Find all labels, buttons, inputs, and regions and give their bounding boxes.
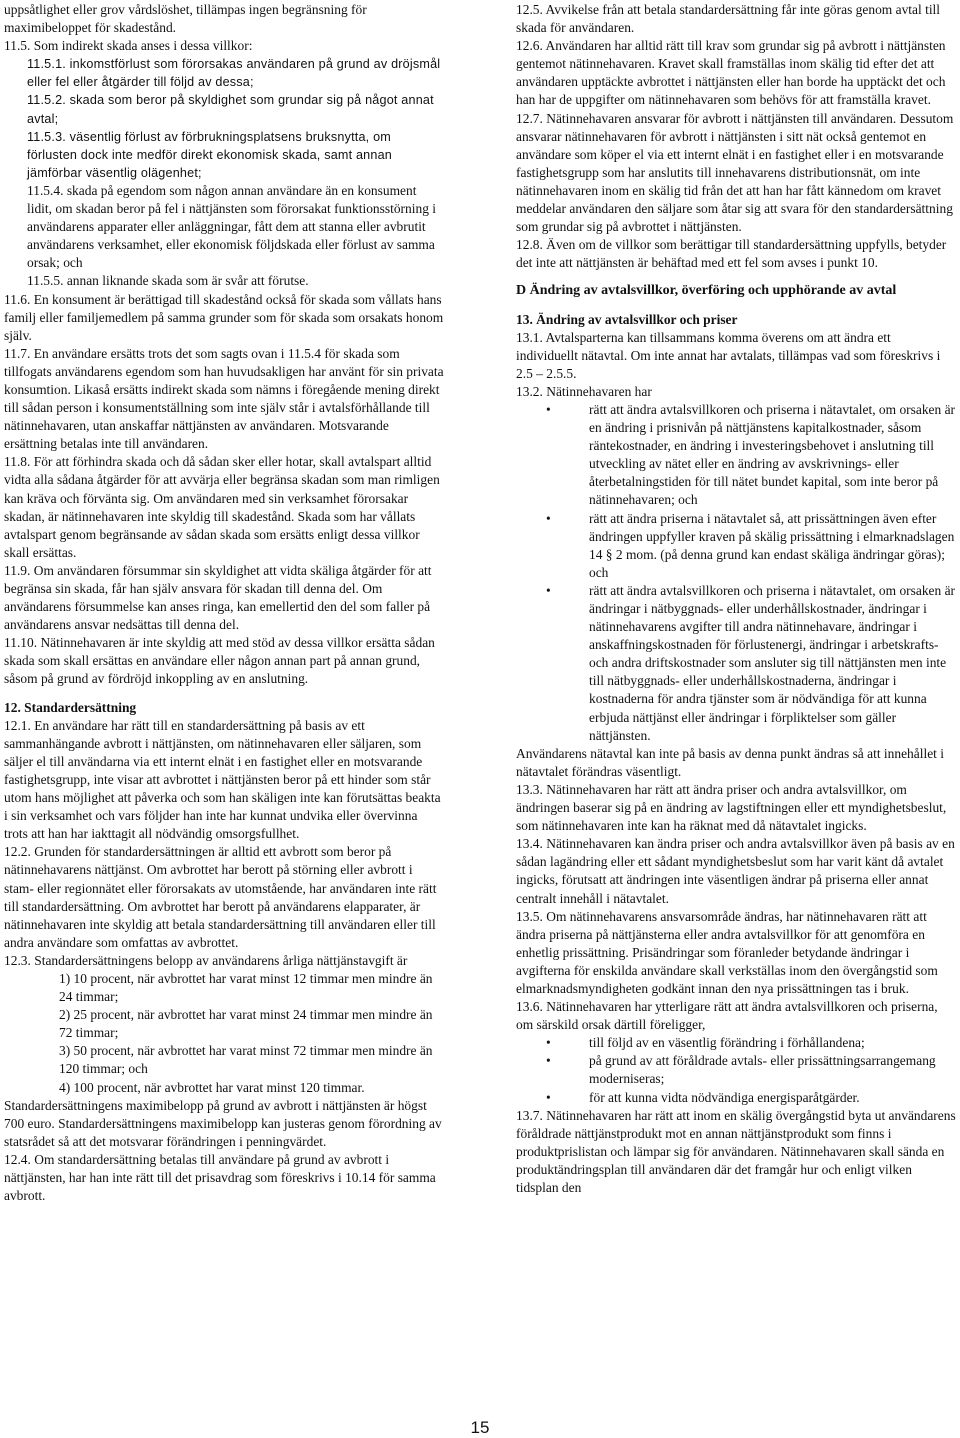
paragraph: 13.5. Om nätinnehavarens ansvarsområde ändras, har nätinnehavaren rätt att ändra priserna på nättjänsterna eller andra avtalsvillkor för att genomföra en enhetlig prissättning. Prisändringar som föranleder betydande ändringar i avgifterna för enskilda användare skall verkställas inom den övergångstid som elmarknadsmyndigheten godkänt innan den nya prissättningen tas i bruk. (516, 908, 938, 996)
paragraph: 13.2. Nätinnehavaren har (516, 383, 652, 399)
section-heading: 13. Ändring av avtalsvillkor och priser (516, 311, 738, 327)
paragraph: 11.5.1. inkomstförlust som förorsakas användaren på grund av dröjsmål eller fel eller åtgärder till följd av dessa; (27, 57, 441, 90)
left-column (4, 1, 444, 1205)
bullet-icon: • (546, 582, 551, 598)
paragraph: 11.7. En användare ersätts trots det som sagts ovan i 11.5.4 för skada som tillfogats användarens egendom som han huvudsakligen har använt för sin privata konsumtion. Likaså ersätts indirekt skada som nämns i föregående mening direkt till sådan person i konsumentställning som inte själv står i avtalsförhållande till nätinnehavaren, utan anskaffar nättjänsten av användaren. Motsvarande ersättning betalas inte till användaren. (4, 345, 444, 452)
paragraph: 12.6. Användaren har alltid rätt till krav som grundar sig på avbrott i nättjänsten gentemot nätinnehavaren. Kravet skall framställas inom skälig tid efter det att användaren upptäckte avbrottet i nättjänsten eller han borde ha upptäckt det och han har de uppgifter om nätinnehavaren som behövs för att framställa kravet. (516, 38, 946, 108)
paragraph: 11.8. För att förhindra skada och då sådan sker eller hotar, skall avtalspart alltid vidta alla sådana åtgärder för att avvärja eller begränsa skadan som man rimligen kan kräva och förvänta sig. Om användaren med sin verksamhet förorsakar skadan, är nätinnehavaren inte skyldig till skadestånd. Skada som har vållats avtalspart genom begränsande av sådan skada som ersätts enligt dessa villkor skall ersättas. (4, 454, 440, 560)
paragraph: 13.3. Nätinnehavaren har rätt att ändra priser och andra avtalsvillkor, om ändringen baserar sig på en ändring av lagstiftningen eller ett myndighetsbeslut, som nätinnehavaren inte kan ha räknat med då nätavtalet ingicks. (516, 781, 947, 834)
bullet-item (516, 401, 956, 510)
paragraph: 11.5.4. skada på egendom som någon annan användare än en konsument lidit, om skadan beror på fel i nättjänsten som förorsakat funktionsstörning i användarens apparater eller anläggningar, fått dem att stanna eller avbrutit användarens verksamhet, eller ekonomisk följdskada eller förlust av samma orsak; och (27, 182, 437, 271)
bullet-icon: • (546, 1089, 551, 1105)
bullet-icon: • (546, 401, 551, 417)
spacer (4, 689, 444, 699)
bullet-text: rätt att ändra avtalsvillkoren och priserna i nätavtalet, om orsaken är ändringar i nätbyggnads- eller underhållskostnader, ändringar i nätinnehavarens avgifter till andra nätinnehavare, ändringar i anskaffningskostnaden för förlustenergi, ändringar i arbetskrafts- och andra driftskostnader som ansluter sig till nättjänsten men inte till nätbyggnads- eller underhållskostnaderna, ändringar i kostnaderna för andra tjänster som är nödvändiga för att kunna erbjuda nättjänst eller ändringar i förpliktelser som gäller nättjänsten. (589, 582, 956, 743)
list-item: 4) 100 procent, när avbrottet har varat minst 120 timmar. (59, 1079, 365, 1095)
bullet-text: rätt att ändra avtalsvillkoren och priserna i nätavtalet, om orsaken är en ändring i prisnivån på nättjänstens kapitalkostnader, såsom räntekostnader, en ändring i investeringsbehovet i anslutning till utveckling av nätet eller en ändring av avskrivnings- eller återbetalningstiden för till nätet bundet kapital, som inte beror på nätinnehavaren; och (589, 401, 956, 508)
paragraph: 13.1. Avtalsparterna kan tillsammans komma överens om att ändra ett individuellt nätavtal. Om inte annat har avtalats, tillämpas vad som föreskrivs i 2.5 – 2.5.5. (516, 329, 941, 381)
bullet-icon: • (546, 1035, 551, 1051)
paragraph: 11.10. Nätinnehavaren är inte skyldig att med stöd av dessa villkor ersätta sådan skada som skall ersättas en användare eller någon annan part på annan grund, såsom på grund av fördröjd inkoppling av en anslutning. (4, 635, 435, 687)
list-item: 2) 25 procent, när avbrottet har varat minst 24 timmar men mindre än 72 timmar; (59, 1007, 433, 1041)
paragraph: uppsåtlighet eller grov vårdslöshet, tillämpas ingen begränsning för maximibeloppet för skadestånd. (4, 2, 367, 36)
paragraph: 13.4. Nätinnehavaren kan ändra priser och andra avtalsvillkor även på basis av en sådan lagändring eller ett sådant myndighetsbeslut som har varit känt då avtalet ingicks, förutsatt att ändringen inte väsentligen ändrar på priserna eller annat centralt innehåll i nätavtalet. (516, 836, 955, 906)
right-column (516, 1, 956, 1197)
paragraph: Standardersättningens maximibelopp på grund av avbrott i nättjänsten är högst 700 euro. Standardersättningens maximibelopp kan justeras genom förordning av statsrådet så att det motsvarar förändringen i penningvärdet. (4, 1097, 442, 1149)
paragraph: 13.6. Nätinnehavaren har ytterligare rätt att ändra avtalsvillkoren och priserna, om särskild orsak därtill föreligger, (516, 999, 938, 1033)
bullet-item (516, 1034, 956, 1052)
spacer (516, 272, 956, 282)
paragraph: 12.2. Grunden för standardersättningen är alltid ett avbrott som beror på nätinnehavarens nättjänst. Om avbrottet har berott på störning eller avbrott i stam- eller regionnätet eller förorsakats av utomstående, har användaren inte rätt till standardersättning. Om avbrottet har berott på användarens elapparater, är nätinnehavaren inte skyldig att betala standardersättning till användaren eller till andra användare som omfattas av avbrottet. (4, 844, 437, 950)
paragraph: 12.3. Standardersättningens belopp av användarens årliga nättjänstavgift är (4, 952, 408, 968)
paragraph: 11.9. Om användaren försummar sin skyldighet att vidta skäliga åtgärder för att begränsa sin skada, får han själv ansvara för skadan till denna del. Om användarens försummelse kan anses ringa, kan emellertid den del som faller på användarens ansvar nedsättas till denna del. (4, 562, 432, 633)
bullet-item (516, 1089, 956, 1107)
paragraph: 12.5. Avvikelse från att betala standardersättning får inte göras genom avtal till skada för användaren. (516, 2, 941, 36)
page-number: 15 (470, 1418, 490, 1437)
bullet-text: på grund av att föråldrade avtals- eller prissättningsarrangemang moderniseras; (589, 1053, 936, 1087)
bullet-icon: • (546, 1053, 551, 1069)
paragraph: Användarens nätavtal kan inte på basis av denna punkt ändras så att innehållet i nätavtalet förändras väsentligt. (516, 745, 944, 779)
part-heading: D Ändring av avtalsvillkor, överföring och upphörande av avtal (516, 283, 897, 299)
bullet-text: för att kunna vidta nödvändiga energisparåtgärder. (589, 1089, 860, 1105)
paragraph: 12.1. En användare har rätt till en standardersättning på basis av ett sammanhängande avbrott i nättjänsten, om nätinnehavaren eller säljaren, som säljer el till användarna via ett internt elnät i en fastighet eller en motsvarande fastighetsgrupp, inte visar att avbrottet i nättjänsten beror på ett hinder som står utom hans möjlighet att påverka och som han skäligen inte kan förutsättas beakta i sin verksamhet och vars följder han inte har kunnat undvika eller övervinna trots att han har iakttagit all nödvändig omsorgsfullhet. (4, 717, 441, 842)
bullet-item (516, 1052, 956, 1088)
paragraph: 12.8. Även om de villkor som berättigar till standardersättning uppfylls, betyder det inte att nättjänsten är behäftad med ett fel som avses i punkt 10. (516, 237, 947, 271)
paragraph: 11.5.5. annan liknande skada som är svår att förutse. (27, 273, 309, 289)
list-item: 1) 10 procent, när avbrottet har varat minst 12 timmar men mindre än 24 timmar; (59, 970, 433, 1005)
bullet-text: rätt att ändra priserna i nätavtalet så, att prissättningen även efter ändringen uppfyller kraven på skälig prissättning i elmarknadslagen 14 § 2 mom. (på denna grund kan endast skäliga ändringar göras); och (589, 510, 955, 580)
paragraph: 11.6. En konsument är berättigad till skadestånd också för skada som vållats hans familj eller familjemedlem på samma grunder som för skada som orsakats honom själv. (4, 291, 444, 343)
paragraph: 13.7. Nätinnehavaren har rätt att inom en skälig övergångstid byta ut användarens föråldrade nättjänstprodukt mot en annan nättjänstprodukt som finns i produktprislistan och lämpar sig för användaren. Nätinnehavaren skall sända en produktändringsplan till användaren där det framgår hur och enligt vilken tidsplan den (516, 1107, 956, 1195)
bullet-icon: • (546, 510, 551, 526)
paragraph: 12.7. Nätinnehavaren ansvarar för avbrott i nättjänsten till användaren. Dessutom ansvarar nätinnehavaren för avbrott i nättjänsten i sitt nät också gentemot en användare som köper el via ett internt elnät i en fastighet eller i en motsvarande fastighetsgrupp som har anslutits till innehavarens distributionsnät, om inte nätinnehavaren inom en skälig tid från det att han har fått kännedom om kravet meddelar användaren den säljare som åtar sig att svara för den standardersättning som grundar sig på avbrottet i nättjänsten. (516, 110, 954, 235)
bullet-item (516, 582, 956, 745)
paragraph: 12.4. Om standardersättning betalas till användare på grund av avbrott i nättjänsten, har han inte rätt till det prisavdrag som föreskrivs i 10.14 för samma avbrott. (4, 1151, 436, 1204)
spacer (516, 301, 956, 311)
paragraph: 11.5. Som indirekt skada anses i dessa villkor: (4, 38, 253, 54)
paragraph: 11.5.3. väsentlig förlust av förbrukningsplatsens bruksnytta, om förlusten dock inte medför direkt ekonomisk skada, samt annan jämförbar väsentlig olägenhet; (27, 129, 393, 180)
paragraph: 11.5.2. skada som beror på skyldighet som grundar sig på något annat avtal; (27, 93, 434, 126)
section-heading: 12. Standardersättning (4, 699, 137, 715)
bullet-text: till följd av en väsentlig förändring i förhållandena; (589, 1035, 865, 1051)
list-item: 3) 50 procent, när avbrottet har varat minst 72 timmar men mindre än 120 timmar; och (59, 1043, 433, 1077)
bullet-item (516, 510, 956, 582)
